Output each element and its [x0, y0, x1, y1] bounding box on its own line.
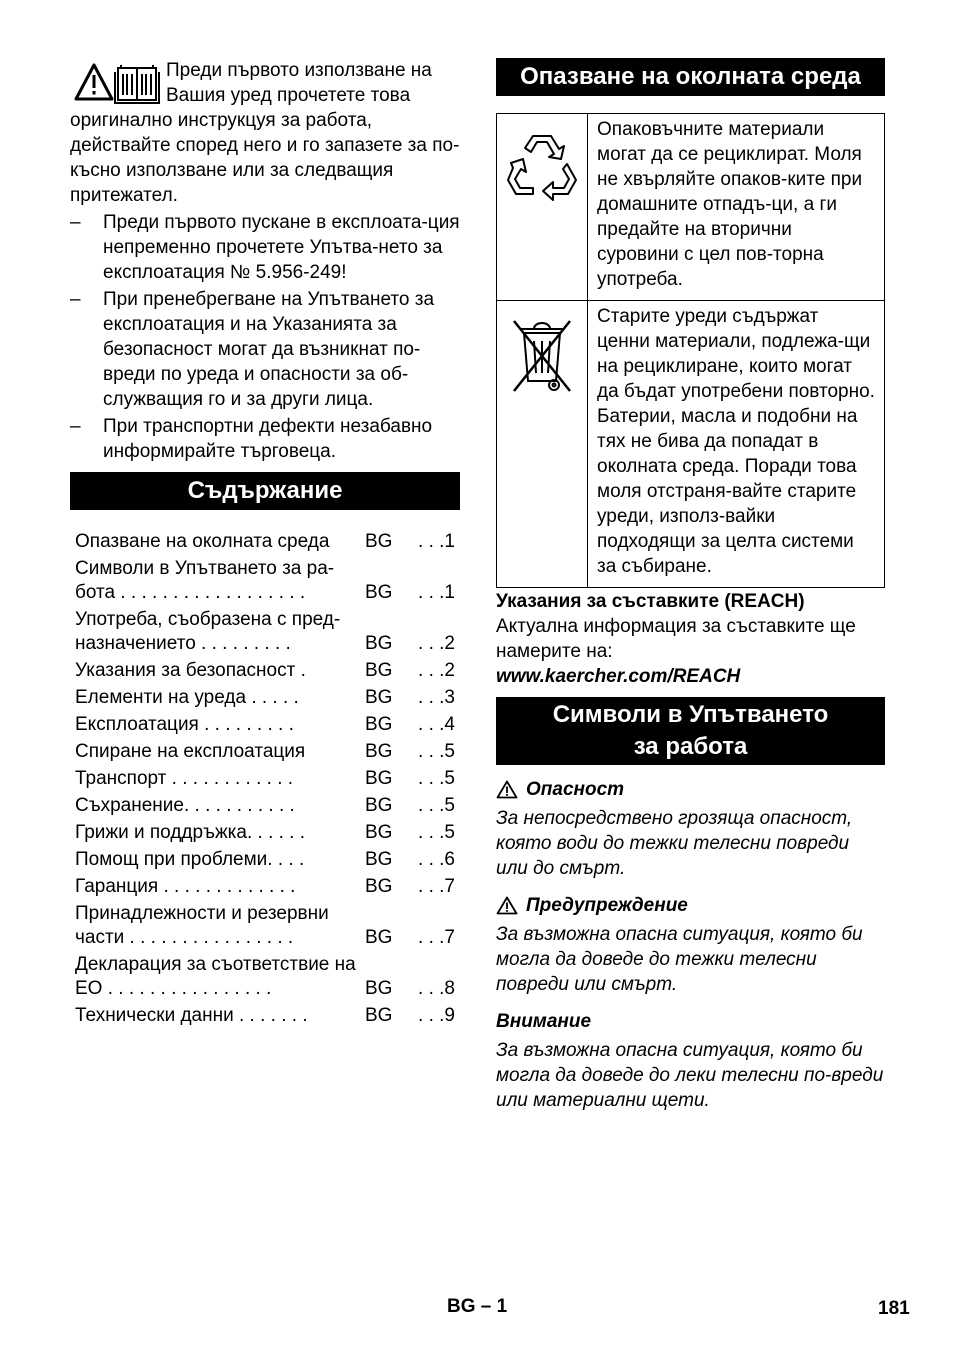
table-cell-text: Опаковъчните материали могат да се рециклират. Моля не хвърляйте опаков-ките при домашните отпадъ-ци, а ги предайте на вторични суровини с цел пов-торна употреба. — [588, 114, 885, 301]
intro-bullet-list — [70, 210, 460, 464]
footer-page-number: 181 — [878, 1298, 910, 1319]
reach-heading: Указания за съставките (REACH) — [496, 591, 805, 612]
bullet-item — [70, 287, 460, 412]
symbol-description: За възможна опасна ситуация, която би могла да доведе до леки телесни по-вреди или материални щети. — [496, 1040, 884, 1111]
crossed-bin-icon — [510, 315, 574, 395]
toc-entry-title: Декларация за съответствие на ЕО . . . . . . . . . . . . . . . . — [75, 954, 356, 999]
toc-entry-title: Принадлежности и резервни части . . . . . . . . . . . . . . . . — [75, 903, 329, 948]
toc-entry-page: . . .1 — [418, 582, 455, 603]
toc-entry-page: . . .7 — [418, 927, 455, 948]
toc-entry-page: . . .9 — [418, 1005, 455, 1026]
toc-entry[interactable] — [75, 794, 460, 818]
symbols-heading-line: Символи в Упътването — [552, 701, 829, 728]
bullet-dash: – — [70, 416, 81, 437]
bullet-item — [70, 210, 460, 285]
toc-entry[interactable] — [75, 953, 460, 1001]
environment-heading: Опазване на околната среда — [496, 58, 885, 96]
toc-entry-title: Експлоатация . . . . . . . . . — [75, 714, 294, 735]
toc-entry-title: Помощ при проблеми. . . . — [75, 849, 305, 870]
bullet-text: При транспортни дефекти незабавно информирайте търговеца. — [103, 416, 433, 462]
bullet-text: Преди първото пускане в експлоата-ция непременно прочетете Упътва-нето за експлоатация № 5.956-249! — [103, 212, 460, 283]
toc-entry-page: . . .5 — [418, 768, 455, 789]
toc-entry[interactable] — [75, 659, 460, 683]
toc-entry-page: . . .2 — [418, 633, 455, 654]
symbols-heading — [496, 697, 885, 765]
toc-entry-title: Гаранция . . . . . . . . . . . . . — [75, 876, 296, 897]
toc-entry-lang: BG — [365, 687, 393, 708]
footer-language-page: BG – 1 — [447, 1296, 508, 1317]
toc-entry-page: . . .3 — [418, 687, 455, 708]
toc-entry-page: . . .5 — [418, 795, 455, 816]
warning-triangle-icon — [496, 896, 518, 915]
toc-entry[interactable] — [75, 608, 460, 656]
environment-table — [496, 113, 885, 588]
toc-entry-lang: BG — [365, 660, 393, 681]
intro-icons — [74, 62, 162, 104]
table-of-contents — [70, 530, 460, 1028]
toc-entry-lang: BG — [365, 795, 393, 816]
toc-entry-lang: BG — [365, 531, 393, 552]
warning-triangle-icon — [496, 780, 518, 799]
toc-entry-page: . . .1 — [418, 531, 455, 552]
toc-entry-title: Съхранение. . . . . . . . . . . — [75, 795, 295, 816]
toc-entry[interactable] — [75, 821, 460, 845]
toc-entry-lang: BG — [365, 741, 393, 762]
right-column — [496, 58, 885, 1113]
toc-entry-title: Технически данни . . . . . . . — [75, 1005, 308, 1026]
left-column — [70, 58, 460, 1031]
symbol-label-warning — [496, 893, 885, 918]
toc-entry-title: Транспорт . . . . . . . . . . . . — [75, 768, 294, 789]
toc-entry-lang: BG — [365, 822, 393, 843]
symbols-heading-line: за работа — [633, 733, 748, 760]
bullet-text: При пренебрегване на Упътването за експлоатация и на Указанията за безопасност могат да възникнат по-вреди по уреда и опасности за об-служващия го и за други лица. — [103, 289, 435, 410]
toc-entry-lang: BG — [365, 927, 393, 948]
toc-entry-page: . . .2 — [418, 660, 455, 681]
toc-entry[interactable] — [75, 686, 460, 710]
toc-entry-title: Символи в Упътването за ра-бота . . . . . . . . . . . . . . . . . . — [75, 558, 335, 603]
bullet-dash: – — [70, 212, 81, 233]
toc-entry-lang: BG — [365, 1005, 393, 1026]
toc-entry-lang: BG — [365, 582, 393, 603]
toc-entry-page: . . .4 — [418, 714, 455, 735]
symbol-label-text: Внимание — [496, 1011, 592, 1032]
warning-triangle-icon — [76, 65, 112, 99]
toc-entry-lang: BG — [365, 978, 393, 999]
toc-entry-lang: BG — [365, 714, 393, 735]
toc-entry-lang: BG — [365, 876, 393, 897]
intro-first-text: Преди първото използване на Вашия уред прочетете това — [166, 60, 432, 106]
toc-entry-page: . . .6 — [418, 849, 455, 870]
toc-entry[interactable] — [75, 740, 460, 764]
toc-entry[interactable] — [75, 875, 460, 899]
toc-entry[interactable] — [75, 557, 460, 605]
toc-entry[interactable] — [75, 1004, 460, 1028]
toc-entry-title: Опазване на околната среда — [75, 531, 330, 552]
intro-continuation: оригинално инструкцуя за работа, действайте според него и го запазете за по-късно използване или за следващия притежател. — [70, 110, 460, 206]
bullet-item — [70, 414, 460, 464]
table-row — [497, 114, 885, 301]
toc-entry[interactable] — [75, 530, 460, 554]
toc-heading: Съдържание — [70, 472, 460, 510]
table-cell-text: Старите уреди съдържат ценни материали, подлежа-щи на рециклиране, които могат да бъдат употребени повторно. Батерии, масла и подобни на тях не бива да попадат в околната среда. Поради това моля отстраня-вайте старите уреди, използ-вайки подходящи за целта системи за събиране. — [588, 301, 885, 588]
toc-entry-title: Спиране на експлоатация — [75, 741, 306, 762]
toc-entry-title: Употреба, съобразена с пред-назначението . . . . . . . . . — [75, 609, 341, 654]
reach-text: Актуална информация за съставките ще намерите на: — [496, 616, 856, 662]
icon-cell — [497, 114, 588, 301]
table-row — [497, 301, 885, 588]
toc-entry-page: . . .7 — [418, 876, 455, 897]
toc-entry-page: . . .5 — [418, 822, 455, 843]
icon-cell — [497, 301, 588, 588]
toc-entry-lang: BG — [365, 768, 393, 789]
symbol-label-text: Предупреждение — [526, 895, 688, 916]
symbol-description: За възможна опасна ситуация, която би могла да доведе до тежки телесни повреди или смърт. — [496, 924, 863, 995]
symbol-label-text: Опасност — [526, 779, 625, 800]
toc-entry-title: Елементи на уреда . . . . . — [75, 687, 299, 708]
toc-entry-lang: BG — [365, 633, 393, 654]
toc-entry-page: . . .5 — [418, 741, 455, 762]
bullet-dash: – — [70, 289, 81, 310]
toc-entry-lang: BG — [365, 849, 393, 870]
recycle-icon — [505, 128, 579, 202]
toc-entry[interactable] — [75, 902, 460, 950]
toc-entry[interactable] — [75, 713, 460, 737]
symbol-description: За непосредствено грозяща опасност, която води до тежки телесни повреди или до смърт. — [496, 808, 853, 879]
manual-book-icon — [115, 65, 159, 103]
symbol-label-caution — [496, 1009, 885, 1034]
toc-entry-page: . . .8 — [418, 978, 455, 999]
toc-entry[interactable] — [75, 767, 460, 791]
symbol-label-danger — [496, 777, 885, 802]
intro-block — [70, 58, 460, 464]
reach-url-link[interactable]: www.kaercher.com/REACH — [496, 666, 741, 687]
toc-entry[interactable] — [75, 848, 460, 872]
toc-entry-title: Грижи и поддръжка. . . . . . — [75, 822, 306, 843]
toc-entry-title: Указания за безопасност . — [75, 660, 306, 681]
